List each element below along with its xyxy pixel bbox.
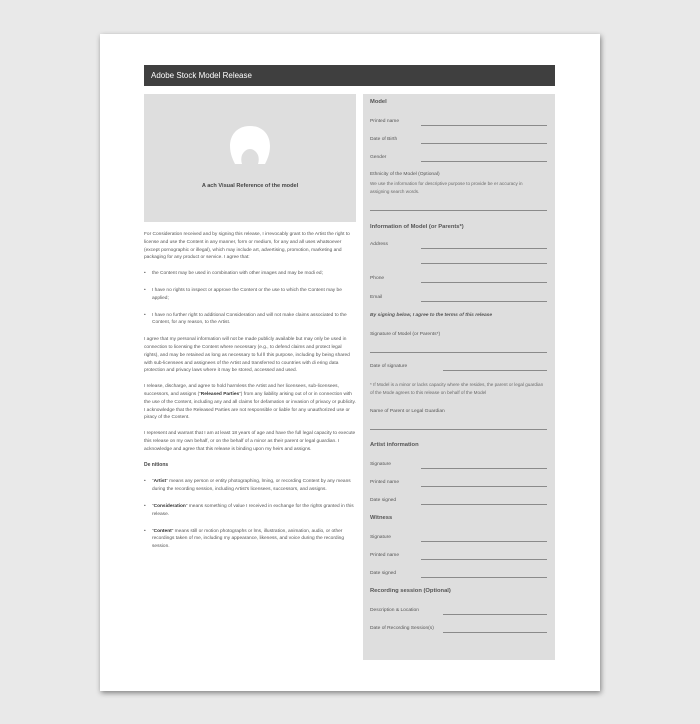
dob-field[interactable]: [421, 143, 547, 144]
ethnicity-label: Ethnicity of the Model (Optional): [370, 172, 440, 177]
bullet-icon: •: [144, 287, 146, 293]
email-field[interactable]: [421, 301, 547, 302]
model-section-title: Model: [370, 99, 387, 105]
privacy-paragraph: I agree that my personal information will not be made publicly available but may only be used in connection to licensing the Content where necessary (e.g., to defend claims and protect legal rights), and may be retained as long as necessary to ful ll this purpose, including by being shared with sub-licensees and assignees of the Artist and transferred to countries with di ering data protection and privacy laws where it may be stored, accessed and used.: [144, 337, 350, 374]
witness-signature-field[interactable]: [421, 541, 547, 542]
form-title: Adobe Stock Model Release: [151, 71, 252, 80]
dob-label: Date of Birth: [370, 137, 398, 142]
photo-caption: A ach Visual Reference of the model: [201, 183, 299, 189]
date-of-signature-label: Date of signature: [370, 364, 408, 369]
witness-printed-name-field[interactable]: [421, 559, 547, 560]
agreement-list: [144, 270, 356, 327]
person-silhouette-icon: [225, 124, 275, 164]
artist-printed-name-field[interactable]: [421, 486, 547, 487]
definition-item: • “Consideration” means something of value I received in exchange for the rights granted in this release.: [144, 503, 354, 517]
info-section-title: Information of Model (or Parents*): [370, 224, 464, 230]
bullet-icon: •: [144, 271, 146, 277]
witness-date-signed-field[interactable]: [421, 577, 547, 578]
model-signature-label: Signature of Model (or Parents*): [370, 332, 441, 337]
definitions-heading: De nitions: [144, 461, 169, 468]
witness-printed-name-label: Printed name: [370, 553, 400, 558]
artist-date-signed-field[interactable]: [421, 504, 547, 505]
form-fields-panel: [363, 94, 555, 660]
agreement-statement: By signing below, I agree to the terms of this release: [370, 313, 493, 318]
witness-date-signed-label: Date signed: [370, 571, 397, 576]
address-field-line-2[interactable]: [421, 263, 547, 264]
artist-signature-label: Signature: [370, 462, 391, 467]
witness-section-title: Witness: [370, 515, 393, 521]
ethnicity-note: We use the information for descriptive purpose to provide be er accuracy in assigning search words.: [370, 181, 523, 194]
minor-note: * If Model is a minor or lacks capacity where she resides, the parent or legal guardian of the Mode agrees to this release on behalf of the Model: [370, 382, 544, 395]
artist-printed-name-label: Printed name: [370, 480, 400, 485]
date-of-signature-field[interactable]: [443, 370, 547, 371]
description-location-field[interactable]: [443, 614, 547, 615]
list-item: • I have no further right to additional Consideration and will not make claims associated to the Content, for any reason, to the Artist.: [144, 312, 347, 326]
bullet-icon: •: [144, 528, 146, 534]
model-photo-placeholder[interactable]: [144, 94, 356, 222]
definition-item: • “Artist” means any person or entity photographing, lming, or recording Content by any means during the recording session, including Artist's licensees, successors, and assigns.: [144, 479, 351, 493]
intro-paragraph: For Consideration received and by signing this release, I irrevocably grant to the Artist the right to license and use the Content in any manner, form or medium, for any and all uses whatsoever (except pornographic or illegal), which may include art, advertising, promotion, marketing and packaging for any product or service. I agree that:: [144, 232, 350, 261]
release-paragraph: I release, discharge, and agree to hold harmless the Artist and her licensees, sub-licensees, successors, and assigns (“Released Parties”) from any liability arising out of or in connection with the use of the Content, including any and all claims for defamation or invasion of privacy or publicity. I acknowledge that the Released Parties are not responsible or liable for any unauthorized use or piracy of the Content.: [144, 384, 356, 421]
form-title-bar: [144, 65, 555, 86]
definition-item: • “Content” means still or motion photographs or lms, illustration, animation, audio, or other recordings taken of me, including my appearance, likeness, and voice during the recording session.: [144, 528, 344, 550]
witness-signature-label: Signature: [370, 535, 391, 540]
definitions-list: [144, 478, 356, 551]
gender-label: Gender: [370, 155, 387, 160]
list-item: • the Content may be used in combination with other images and may be modi ed;: [144, 271, 323, 277]
description-location-label: Description & Location: [370, 608, 419, 613]
guardian-label: Name of Parent or Legal Guardian: [370, 409, 445, 414]
printed-name-field[interactable]: [421, 125, 547, 126]
artist-signature-field[interactable]: [421, 468, 547, 469]
session-section-title: Recording session (Optional): [370, 588, 451, 594]
list-item: • I have no rights to inspect or approve the Content or the use to which the Content may be applied;: [144, 287, 342, 301]
ethnicity-field[interactable]: [370, 210, 547, 211]
address-field-line-1[interactable]: [421, 248, 547, 249]
address-label: Address: [370, 242, 388, 247]
email-label: Email: [370, 295, 383, 300]
phone-field[interactable]: [421, 282, 547, 283]
phone-label: Phone: [370, 276, 385, 281]
bullet-icon: •: [144, 503, 146, 509]
recording-date-label: Date of Recording Session(s): [370, 626, 434, 631]
bullet-icon: •: [144, 479, 146, 485]
model-signature-field[interactable]: [370, 352, 547, 353]
guardian-field[interactable]: [370, 429, 547, 430]
release-form-page: [100, 34, 600, 691]
printed-name-label: Printed name: [370, 119, 400, 124]
gender-field[interactable]: [421, 161, 547, 162]
artist-date-signed-label: Date signed: [370, 498, 397, 503]
release-terms: [144, 231, 356, 560]
bullet-icon: •: [144, 312, 146, 318]
warranty-paragraph: I represent and warrant that I am at least 18 years of age and have the full legal capacity to execute this release on my own behalf, or on the behalf of a minor as their parent or legal guardian. I acknowledge and agree that this release is binding upon my heirs and assigns.: [144, 431, 356, 452]
recording-date-field[interactable]: [443, 632, 547, 633]
artist-section-title: Artist information: [370, 442, 419, 448]
